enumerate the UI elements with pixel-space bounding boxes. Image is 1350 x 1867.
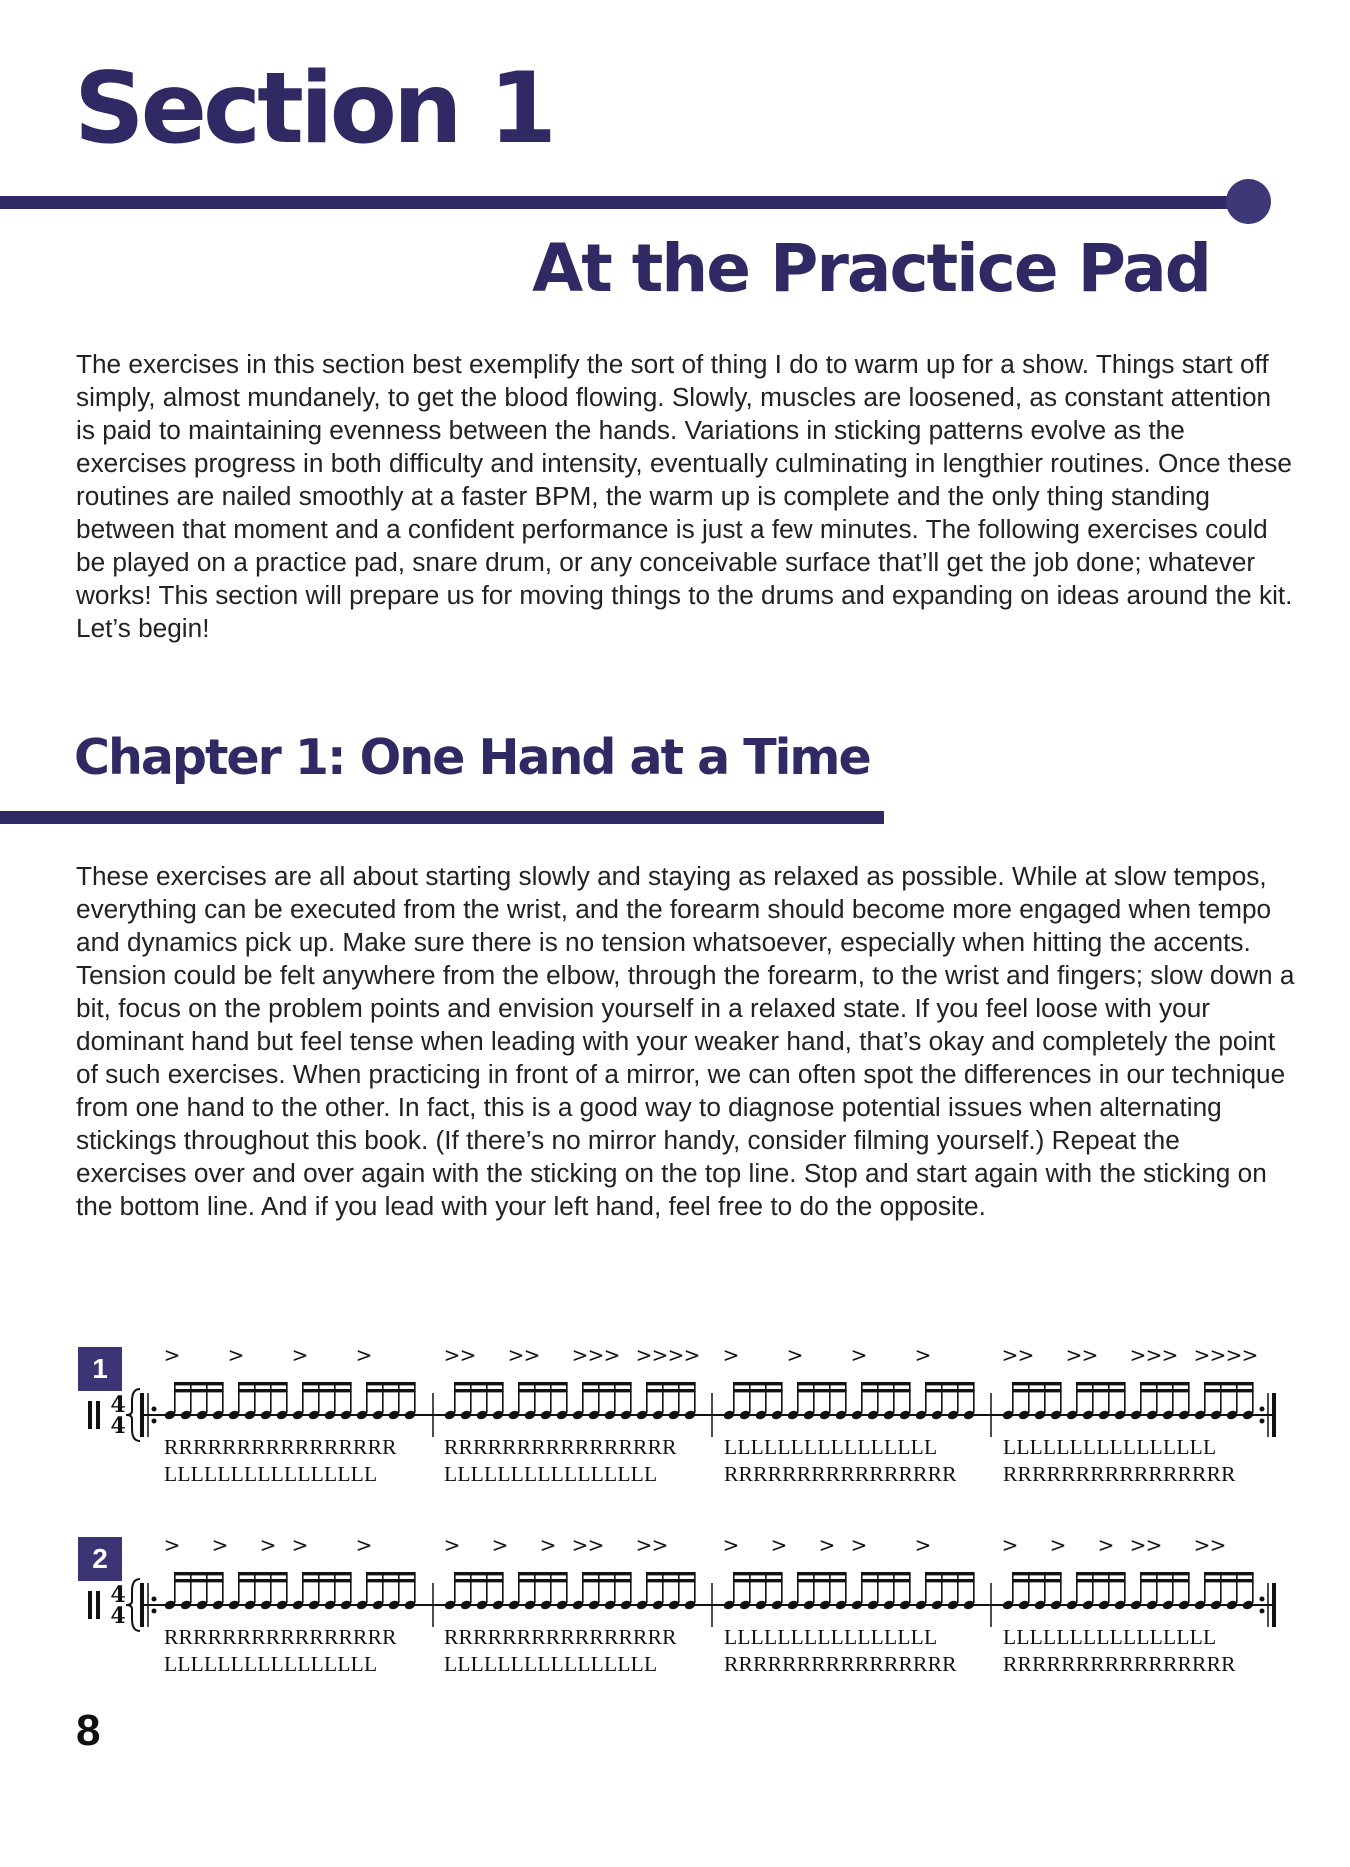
beam — [302, 1382, 352, 1385]
accent-mark: > — [722, 1343, 740, 1367]
beam — [582, 1382, 632, 1385]
beam — [454, 1382, 504, 1385]
beam — [1140, 1382, 1190, 1385]
beam — [733, 1572, 783, 1575]
accent-mark: > — [539, 1533, 557, 1557]
exercise-number-badge: 2 — [78, 1537, 122, 1581]
accent-mark: > — [1081, 1343, 1099, 1367]
beam — [646, 1572, 696, 1575]
beam — [454, 1389, 504, 1392]
beam — [1204, 1579, 1254, 1582]
beam — [518, 1382, 568, 1385]
repeat-dot — [152, 1407, 157, 1412]
beam — [518, 1389, 568, 1392]
percussion-clef — [96, 1591, 100, 1619]
time-signature-bottom: 4 — [110, 1413, 126, 1439]
repeat-dot — [1260, 1407, 1265, 1412]
beam — [861, 1389, 911, 1392]
accent-mark: > — [491, 1533, 509, 1557]
accent-mark: > — [1065, 1343, 1083, 1367]
beam — [733, 1579, 783, 1582]
accent-mark: > — [914, 1343, 932, 1367]
beam — [1012, 1382, 1062, 1385]
accent-mark: > — [1193, 1533, 1211, 1557]
beam — [518, 1572, 568, 1575]
sticking-bottom-1-3: RRRRRRRRRRRRRRRR — [724, 1462, 957, 1486]
beam — [582, 1579, 632, 1582]
accent-mark: > — [850, 1533, 868, 1557]
sticking-bottom-1-4: RRRRRRRRRRRRRRRR — [1003, 1462, 1236, 1486]
beam — [1204, 1389, 1254, 1392]
accent-mark: > — [1049, 1533, 1067, 1557]
beam — [925, 1382, 975, 1385]
sticking-bottom-2-3: RRRRRRRRRRRRRRRR — [724, 1652, 957, 1676]
sticking-top-1-3: LLLLLLLLLLLLLLLL — [724, 1435, 938, 1459]
accent-mark: > — [603, 1343, 621, 1367]
beam — [733, 1389, 783, 1392]
chapter-title: Chapter 1: One Hand at a Time — [74, 729, 870, 786]
accent-mark: > — [1193, 1343, 1211, 1367]
chapter-rule — [0, 811, 884, 824]
accent-mark: > — [291, 1343, 309, 1367]
beam — [925, 1389, 975, 1392]
percussion-clef — [88, 1591, 92, 1619]
beam — [1012, 1579, 1062, 1582]
exercise-2 — [0, 1522, 1350, 1867]
accent-mark: > — [651, 1343, 669, 1367]
section-rule — [0, 196, 1242, 209]
accent-mark: > — [459, 1343, 477, 1367]
beam — [582, 1389, 632, 1392]
accent-mark: > — [1001, 1343, 1019, 1367]
accent-mark: > — [443, 1533, 461, 1557]
accent-mark: > — [587, 1533, 605, 1557]
repeat-dot — [1260, 1419, 1265, 1424]
accent-mark: > — [1097, 1533, 1115, 1557]
beam — [238, 1572, 288, 1575]
percussion-clef — [88, 1401, 92, 1429]
sticking-bottom-2-1: LLLLLLLLLLLLLLLL — [164, 1652, 378, 1676]
beam — [366, 1382, 416, 1385]
accent-mark: > — [1129, 1343, 1147, 1367]
beam — [174, 1382, 224, 1385]
beam — [454, 1579, 504, 1582]
section-rule-end-dot — [1226, 179, 1271, 224]
beam — [797, 1382, 847, 1385]
accent-mark: > — [1209, 1343, 1227, 1367]
accent-mark: > — [635, 1343, 653, 1367]
beam — [861, 1382, 911, 1385]
accent-mark: > — [355, 1343, 373, 1367]
repeat-start-thick — [140, 1583, 144, 1627]
accent-mark: > — [211, 1533, 229, 1557]
beam — [861, 1572, 911, 1575]
accent-mark: > — [571, 1343, 589, 1367]
accent-mark: > — [587, 1343, 605, 1367]
time-signature-bottom: 4 — [110, 1603, 126, 1629]
beam — [1076, 1382, 1126, 1385]
repeat-start-thick — [140, 1393, 144, 1437]
beam — [925, 1579, 975, 1582]
beam — [174, 1572, 224, 1575]
accent-mark: > — [1241, 1343, 1259, 1367]
page-number: 8 — [76, 1706, 101, 1755]
sticking-bottom-1-2: LLLLLLLLLLLLLLLL — [444, 1462, 658, 1486]
accent-mark: > — [914, 1533, 932, 1557]
beam — [1076, 1572, 1126, 1575]
beam — [797, 1389, 847, 1392]
accent-mark: > — [818, 1533, 836, 1557]
sticking-top-1-4: LLLLLLLLLLLLLLLL — [1003, 1435, 1217, 1459]
beam — [1204, 1572, 1254, 1575]
time-signature-top: 4 — [110, 1582, 126, 1608]
accent-mark: > — [1145, 1343, 1163, 1367]
beam — [646, 1389, 696, 1392]
exercise-number-badge: 1 — [78, 1347, 122, 1391]
staff-brace — [126, 1579, 140, 1631]
beam — [238, 1382, 288, 1385]
accent-mark: > — [667, 1343, 685, 1367]
beam — [174, 1389, 224, 1392]
beam — [1140, 1579, 1190, 1582]
accent-mark: > — [507, 1343, 525, 1367]
accent-mark: > — [786, 1343, 804, 1367]
sticking-bottom-2-2: LLLLLLLLLLLLLLLL — [444, 1652, 658, 1676]
repeat-dot — [1260, 1597, 1265, 1602]
accent-mark: > — [259, 1533, 277, 1557]
beam — [582, 1572, 632, 1575]
sticking-top-2-2: RRRRRRRRRRRRRRRR — [444, 1625, 677, 1649]
repeat-dot — [152, 1609, 157, 1614]
beam — [518, 1579, 568, 1582]
section-subtitle: At the Practice Pad — [532, 230, 1210, 307]
accent-mark: > — [227, 1343, 245, 1367]
beam — [1012, 1389, 1062, 1392]
staff-brace — [126, 1389, 140, 1441]
chapter-paragraph: These exercises are all about starting slowly and staying as relaxed as possible. While at slow tempos, everything can be executed from the wrist, and the forearm should become more engaged when tempo and dynamics pick up. Make sure there is no tension whatsoever, especially when hitting the accents. Tension could be felt anywhere from the elbow, through the forearm, to the wrist and fingers; slow down a bit, focus on the problem points and envision yourself in a relaxed state. If you feel loose with your dominant hand but feel tense when leading with your weaker hand, that’s okay and completely the point of such exercises. When practicing in front of a mirror, we can often spot the differences in our technique from one hand to the other. In fact, this is a good way to diagnose potential issues when alternating stickings throughout this book. (If there’s no mirror handy, consider filming yourself.) Repeat the exercises over and over again with the sticking on the top line. Stop and start again with the sticking on the bottom line. And if you lead with your left hand, feel free to do the opposite. — [76, 861, 1295, 1221]
beam — [302, 1579, 352, 1582]
beam — [733, 1382, 783, 1385]
beam — [302, 1389, 352, 1392]
accent-mark: > — [635, 1533, 653, 1557]
beam — [1076, 1389, 1126, 1392]
accent-mark: > — [443, 1343, 461, 1367]
sticking-top-1-1: RRRRRRRRRRRRRRRR — [164, 1435, 397, 1459]
accent-mark: > — [683, 1343, 701, 1367]
accent-mark: > — [355, 1533, 373, 1557]
accent-mark: > — [850, 1343, 868, 1367]
beam — [366, 1579, 416, 1582]
accent-mark: > — [1001, 1533, 1019, 1557]
repeat-end-thick — [1272, 1393, 1276, 1437]
beam — [1012, 1572, 1062, 1575]
accent-mark: > — [770, 1533, 788, 1557]
sticking-top-2-4: LLLLLLLLLLLLLLLL — [1003, 1625, 1217, 1649]
beam — [238, 1389, 288, 1392]
sticking-top-1-2: RRRRRRRRRRRRRRRR — [444, 1435, 677, 1459]
section-title: Section 1 — [74, 52, 553, 166]
repeat-end-thick — [1272, 1583, 1276, 1627]
beam — [1204, 1382, 1254, 1385]
percussion-clef — [96, 1401, 100, 1429]
beam — [646, 1579, 696, 1582]
beam — [302, 1572, 352, 1575]
accent-mark: > — [523, 1343, 541, 1367]
repeat-dot — [152, 1597, 157, 1602]
intro-paragraph: The exercises in this section best exemplify the sort of thing I do to warm up for a show. Things start off simply, almost mundanely, to get the blood flowing. Slowly, muscles are loosened, as constant attention is paid to maintaining evenness between the hands. Variations in sticking patterns evolve as the exercises progress in both difficulty and intensity, eventually culminating in lengthier routines. Once these routines are nailed smoothly at a faster BPM, the warm up is complete and the only thing standing between that moment and a confident performance is just a few minutes. The following exercises could be played on a practice pad, snare drum, or any conceivable surface that’ll get the job done; whatever works! This section will prepare us for moving things to the drums and expanding on ideas around the kit. Let’s begin! — [76, 349, 1293, 643]
accent-mark: > — [1161, 1343, 1179, 1367]
sticking-bottom-2-4: RRRRRRRRRRRRRRRR — [1003, 1652, 1236, 1676]
accent-mark: > — [1129, 1533, 1147, 1557]
beam — [174, 1579, 224, 1582]
beam — [797, 1572, 847, 1575]
time-signature-top: 4 — [110, 1392, 126, 1418]
sticking-bottom-1-1: LLLLLLLLLLLLLLLL — [164, 1462, 378, 1486]
beam — [454, 1572, 504, 1575]
sticking-top-2-3: LLLLLLLLLLLLLLLL — [724, 1625, 938, 1649]
accent-mark: > — [722, 1533, 740, 1557]
accent-mark: > — [1145, 1533, 1163, 1557]
accent-mark: > — [291, 1533, 309, 1557]
accent-mark: > — [571, 1533, 589, 1557]
beam — [925, 1572, 975, 1575]
beam — [238, 1579, 288, 1582]
beam — [366, 1389, 416, 1392]
accent-mark: > — [651, 1533, 669, 1557]
repeat-dot — [152, 1419, 157, 1424]
sticking-top-2-1: RRRRRRRRRRRRRRRR — [164, 1625, 397, 1649]
accent-mark: > — [163, 1343, 181, 1367]
beam — [1076, 1579, 1126, 1582]
accent-mark: > — [1209, 1533, 1227, 1557]
beam — [366, 1572, 416, 1575]
beam — [797, 1579, 847, 1582]
beam — [861, 1579, 911, 1582]
beam — [646, 1382, 696, 1385]
accent-mark: > — [1017, 1343, 1035, 1367]
beam — [1140, 1389, 1190, 1392]
accent-mark: > — [163, 1533, 181, 1557]
repeat-dot — [1260, 1609, 1265, 1614]
beam — [1140, 1572, 1190, 1575]
accent-mark: > — [1225, 1343, 1243, 1367]
